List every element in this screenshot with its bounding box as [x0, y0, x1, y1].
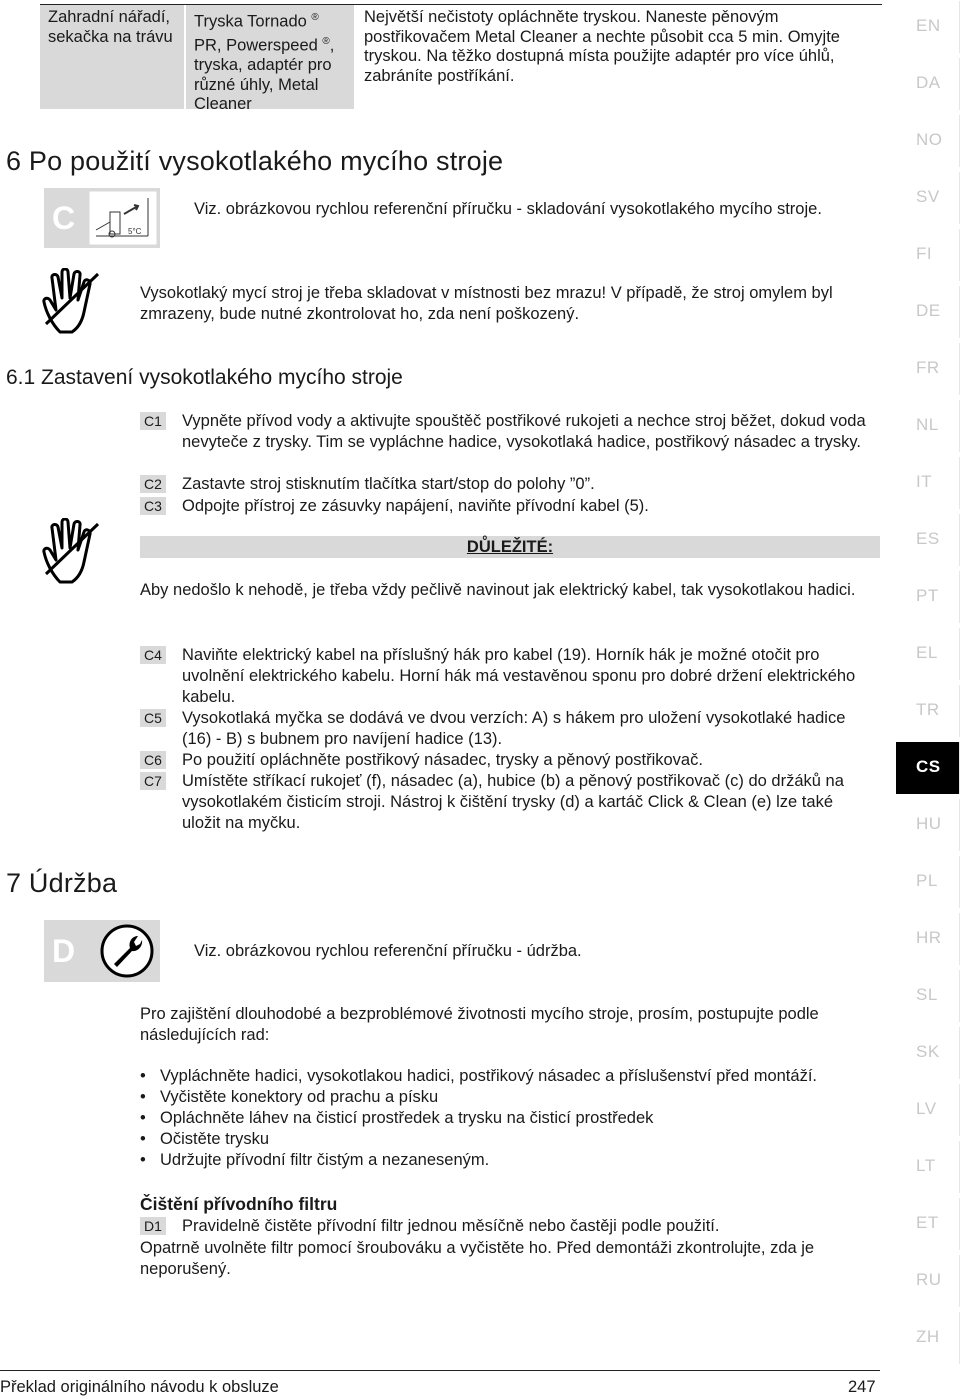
storage-illustration-icon: [88, 190, 158, 246]
language-tab-label: EN: [916, 16, 941, 35]
step-tag: C2: [140, 475, 166, 493]
figure-d-box: [44, 920, 160, 982]
language-tab-label: ET: [916, 1213, 939, 1232]
step-tag: C6: [140, 751, 166, 769]
figure-d-reference: Viz. obrázkovou rychlou referenční příručku - údržba.: [194, 942, 582, 960]
language-tab-zh[interactable]: [896, 1312, 960, 1364]
language-tab-pt[interactable]: [896, 571, 960, 623]
filter-title: Čištění přívodního filtru: [140, 1194, 338, 1214]
language-tab-label: NL: [916, 415, 939, 434]
table-cell-instructions: Největší nečistoty opláchněte tryskou. Naneste pěnovým postřikovačem Metal Cleaner a nechte působit cca 5 min. Omyjte tryskou. Na těžko dostupná místa použijte adaptér pro více úhlů, zabráníte postříkání.: [364, 8, 840, 85]
step-text: Zastavte stroj stisknutím tlačítka start/stop do polohy ”0”.: [182, 475, 595, 493]
maintenance-intro: Pro zajištění dlouhodobé a bezproblémové životnosti mycího stroje, prosím, postupujte podle následujících rad:: [140, 1005, 819, 1044]
language-tab-et[interactable]: [896, 1198, 960, 1250]
list-item: • Očistěte trysku: [140, 1129, 817, 1150]
maintenance-list: [140, 1066, 817, 1171]
language-tab-da[interactable]: [896, 58, 960, 110]
figure-c-box: [44, 188, 160, 248]
step-c1: [140, 411, 880, 473]
language-tab-es[interactable]: [896, 514, 960, 566]
language-tab-it[interactable]: [896, 457, 960, 509]
filter-note: Opatrně uvolněte filtr pomocí šroubováku a vyčistěte ho. Před demontáži zkontrolujte, zda je neporušený.: [140, 1239, 815, 1278]
step-tag: C4: [140, 646, 166, 664]
language-tab-no[interactable]: [896, 115, 960, 167]
language-tab-cs[interactable]: [896, 742, 960, 794]
step-text: Vypněte přívod vody a aktivujte spouštěč postřikové rukojeti a nechce stroj běžet, dokud voda nevyteče z trysky. Tim se vypláchne hadice, vysokotlaká hadice, postřikový násadec a trysky.: [182, 412, 866, 451]
language-tab-label: FR: [916, 358, 940, 377]
language-tab-label: ZH: [916, 1327, 940, 1346]
important-text: Aby nedošlo k nehodě, je třeba vždy pečlivě navinout jak elektrický kabel, tak vysokotlakou hadici.: [140, 581, 856, 599]
wrench-icon: [100, 924, 154, 978]
language-tab-lv[interactable]: [896, 1084, 960, 1136]
step-text: Po použití opláchněte postřikový násadec, trysky a pěnový postřikovač.: [182, 751, 703, 769]
hand-warning-icon: [42, 268, 102, 334]
step-c6: [140, 750, 880, 771]
step-c2: [140, 474, 880, 495]
hand-warning-icon: [42, 518, 102, 584]
language-tab-de[interactable]: [896, 286, 960, 338]
language-tab-label: HR: [916, 928, 942, 947]
language-tab-label: FI: [916, 244, 933, 263]
language-tab-label: PL: [916, 871, 938, 890]
language-tab-label: EL: [916, 643, 938, 662]
step-text: Umístěte stříkací rukojeť (f), násadec (a), hubice (b) a pěnový postřikovač (c) do držáků na vysokotlakém čisticím stroji. Nástroj k čištění trysky (d) a kartáč Click & Clean (e) lze také uložit na myčku.: [182, 772, 844, 832]
language-tab-label: PT: [916, 586, 939, 605]
language-tab-label: DE: [916, 301, 941, 320]
language-tab-label: HU: [916, 814, 942, 833]
page-footer: [0, 1370, 880, 1399]
language-tab-fi[interactable]: [896, 229, 960, 281]
language-tab-lt[interactable]: [896, 1141, 960, 1193]
list-item: • Udržujte přívodní filtr čistým a nezaneseným.: [140, 1150, 817, 1171]
language-tab-nl[interactable]: [896, 400, 960, 452]
language-tab-label: TR: [916, 700, 940, 719]
table-cell-accessory: Tryska Tornado ® PR, Powerspeed ®, tryska, adaptér pro různé úhly, Metal Cleaner: [186, 5, 354, 109]
language-tab-label: LV: [916, 1099, 937, 1118]
step-c7: [140, 771, 880, 833]
language-tab-hr[interactable]: [896, 913, 960, 965]
language-tab-label: DA: [916, 73, 941, 92]
step-tag: C7: [140, 772, 166, 790]
step-text: Naviňte elektrický kabel na příslušný hák pro kabel (19). Horník hák je možné otočit pro uvolnění elektrického kabelu. Horní hák má vestavěnou sponu pro dobré držení elektrického kabelu.: [182, 646, 856, 706]
language-tab-label: SL: [916, 985, 938, 1004]
important-banner: DŮLEŽITÉ:: [140, 536, 880, 558]
language-tab-label: RU: [916, 1270, 942, 1289]
language-tab-label: ES: [916, 529, 940, 548]
language-tab-ru[interactable]: [896, 1255, 960, 1307]
language-tab-tr[interactable]: [896, 685, 960, 737]
step-c3: [140, 496, 880, 517]
language-tab-label: SK: [916, 1042, 940, 1061]
language-tab-sk[interactable]: [896, 1027, 960, 1079]
list-item: • Vyčistěte konektory od prachu a písku: [140, 1087, 817, 1108]
step-tag: C5: [140, 709, 166, 727]
step-c5: [140, 708, 880, 750]
step-text: Vysokotlaká myčka se dodává ve dvou verzích: A) s hákem pro uložení vysokotlaké hadice (16) - B) s bubnem pro navíjení hadice (13).: [182, 709, 846, 748]
step-text: Odpojte přístroj ze zásuvky napájení, naviňte přívodní kabel (5).: [182, 497, 649, 515]
step-tag: C3: [140, 497, 166, 515]
language-tab-sl[interactable]: [896, 970, 960, 1022]
section-7-title: 7 Údržba: [6, 868, 118, 898]
step-tag: C1: [140, 412, 166, 430]
list-item: • Vypláchněte hadici, vysokotlakou hadici, postřikový násadec a příslušenství před montáží.: [140, 1066, 817, 1087]
language-tab-label: IT: [916, 472, 933, 491]
language-tab-sv[interactable]: [896, 172, 960, 224]
language-tab-pl[interactable]: [896, 856, 960, 908]
svg-text:5°C: 5°C: [128, 227, 142, 236]
page-number: 247: [848, 1378, 876, 1396]
step-d1: [140, 1216, 880, 1237]
storage-warning-text: Vysokotlaký mycí stroj je třeba skladovat v místnosti bez mrazu! V případě, že stroj omylem byl zmrazeny, bude nutné zkontrolovat ho, zda není poškozený.: [140, 284, 833, 323]
figure-c-letter: C: [52, 200, 76, 236]
table-cell-application: Zahradní nářadí, sekačka na trávu: [40, 5, 184, 109]
top-table: [40, 4, 882, 113]
language-tab-label: SV: [916, 187, 940, 206]
step-text: Pravidelně čistěte přívodní filtr jednou měsíčně nebo častěji podle použití.: [182, 1217, 720, 1235]
section-6-title: 6 Po použití vysokotlakého mycího stroje: [6, 146, 504, 176]
section-6-1-title: 6.1 Zastavení vysokotlakého mycího stroje: [6, 366, 403, 389]
language-tab-fr[interactable]: [896, 343, 960, 395]
figure-c-reference: Viz. obrázkovou rychlou referenční příručku - skladování vysokotlakého mycího stroje.: [194, 200, 822, 218]
language-tab-label: NO: [916, 130, 943, 149]
language-tab-label: CS: [916, 757, 941, 776]
language-tab-hu[interactable]: [896, 799, 960, 851]
footer-title: Překlad originálního návodu k obsluze: [0, 1378, 279, 1396]
figure-d-letter: D: [52, 933, 76, 969]
step-tag: D1: [140, 1217, 166, 1235]
language-tab-el[interactable]: [896, 628, 960, 680]
language-tab-en[interactable]: [896, 1, 960, 53]
language-tab-label: LT: [916, 1156, 936, 1175]
step-c4: [140, 645, 880, 707]
list-item: • Opláchněte láhev na čisticí prostředek a trysku na čisticí prostředek: [140, 1108, 817, 1129]
